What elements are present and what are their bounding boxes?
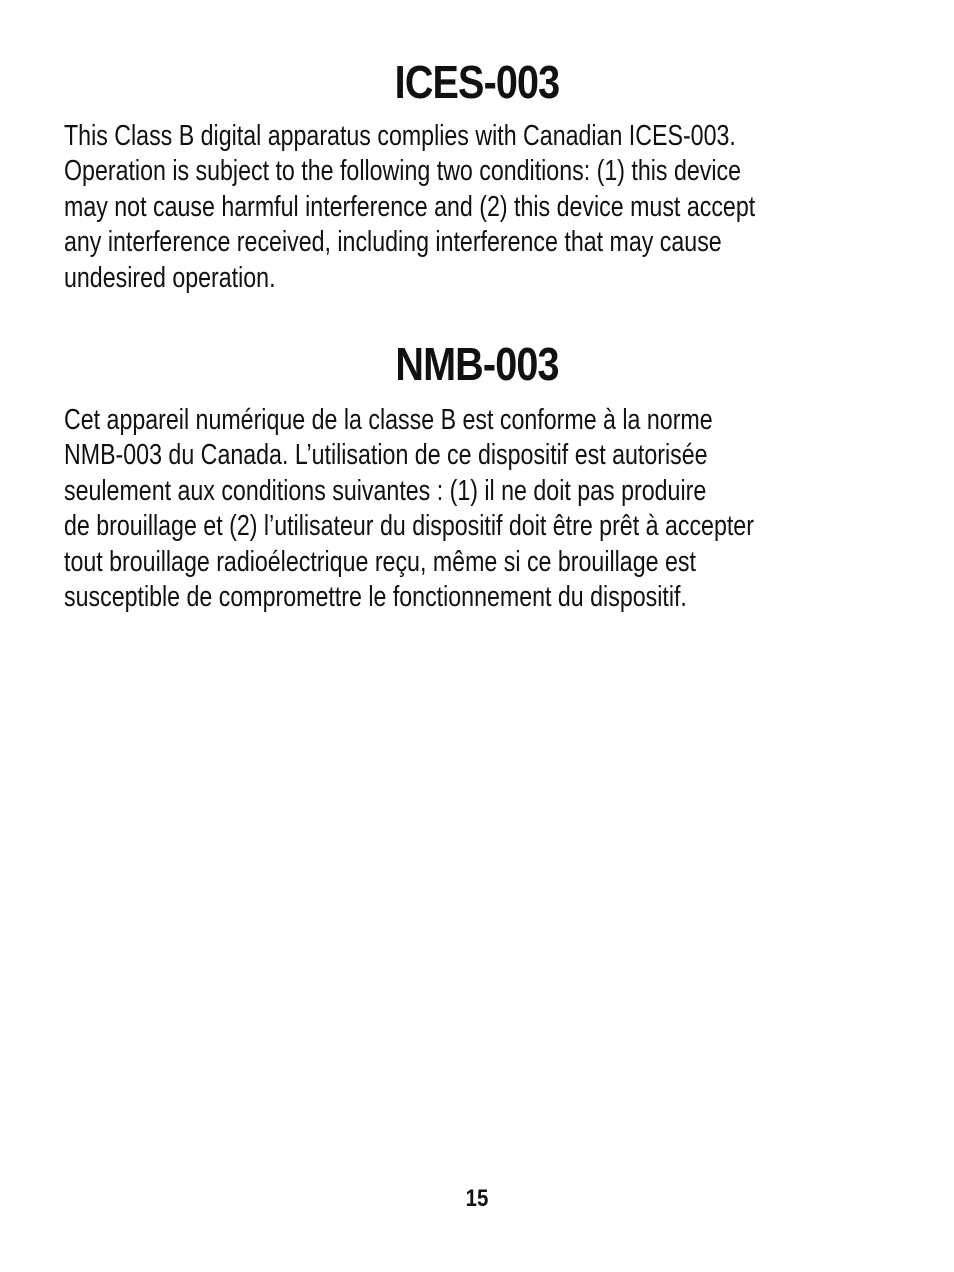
nmb-003-heading: NMB-003 (395, 338, 559, 390)
nmb-line: NMB-003 du Canada. L’utilisation de ce dispositif est autorisée (64, 439, 708, 472)
ices-line: undesired operation. (64, 261, 276, 294)
ices-line: any interference received, including interference that may cause (64, 226, 722, 259)
nmb-line: seulement aux conditions suivantes : (1) il ne doit pas produire (64, 474, 707, 507)
ices-line: Operation is subject to the following two conditions: (1) this device (64, 155, 742, 188)
nmb-line: Cet appareil numérique de la classe B est conforme à la norme (64, 404, 713, 436)
ices-line: may not cause harmful interference and (2) this device must accept (64, 190, 756, 223)
ices-003-paragraph (64, 119, 784, 296)
ices-line: This Class B digital apparatus complies with Canadian ICES-003. (64, 120, 736, 152)
page-number: 15 (465, 1185, 489, 1212)
ices-003-heading: ICES-003 (394, 56, 560, 108)
nmb-line: de brouillage et (2) l’utilisateur du dispositif doit être prêt à accepter (64, 510, 754, 543)
nmb-line: susceptible de compromettre le fonctionnement du dispositif. (64, 581, 687, 614)
nmb-003-paragraph (64, 403, 784, 615)
nmb-line: tout brouillage radioélectrique reçu, même si ce brouillage est (64, 545, 696, 578)
